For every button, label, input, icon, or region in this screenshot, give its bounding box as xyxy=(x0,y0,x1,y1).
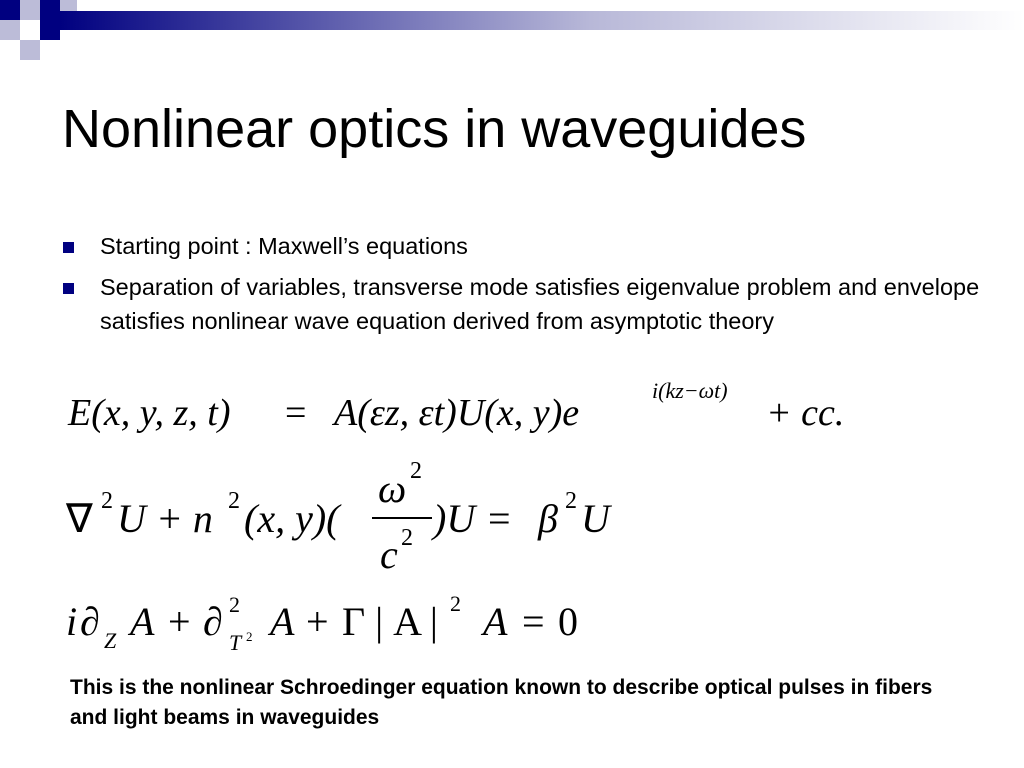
eq2-beta-exponent: 2 xyxy=(565,488,577,514)
eq3-zero: 0 xyxy=(558,599,578,644)
eq2-n-exponent: 2 xyxy=(228,488,240,514)
eq2-nabla-exponent: 2 xyxy=(101,488,113,514)
deco-square xyxy=(0,20,20,40)
nabla-symbol: ∇ xyxy=(66,496,93,541)
eq3-plus2: + xyxy=(306,599,329,644)
deco-square xyxy=(40,0,60,20)
eq2-denominator-exponent: 2 xyxy=(401,525,413,551)
header-gradient-bar xyxy=(60,11,1024,30)
eq3-a3: A xyxy=(483,599,508,644)
eq3-equals: = xyxy=(522,599,545,644)
equation-nls xyxy=(0,585,1024,665)
eq3-sup-2: 2 xyxy=(229,592,240,617)
eq2-numerator-exponent: 2 xyxy=(410,458,422,484)
eq2-middle: (x, y)( xyxy=(244,496,340,541)
eq2-u: U xyxy=(581,496,610,541)
bullet-square-icon xyxy=(63,283,74,294)
deco-square xyxy=(20,40,40,60)
eq3-sub-t-exponent: 2 xyxy=(246,629,253,644)
header-decoration xyxy=(0,0,1024,70)
eq3-partial-z: ∂ xyxy=(80,599,100,644)
bullet-square-icon xyxy=(63,242,74,253)
eq3-partial-t: ∂ xyxy=(203,599,223,644)
eq1-exponent: i(kz−ωt) xyxy=(652,378,728,403)
eq3-a2: A xyxy=(270,599,295,644)
deco-square xyxy=(0,0,20,20)
bullet-item xyxy=(62,229,1002,263)
slide-title: Nonlinear optics in waveguides xyxy=(62,99,807,159)
eq3-plus1: + xyxy=(168,599,191,644)
equation-field-decomposition xyxy=(0,372,1024,442)
deco-square xyxy=(20,20,40,40)
eq3-sub-z: Z xyxy=(104,628,117,653)
eq3-gamma-abs: Γ | A | xyxy=(342,599,438,644)
bullet-item xyxy=(62,270,1002,338)
deco-square xyxy=(60,0,77,11)
bullet-text: Starting point : Maxwell’s equations xyxy=(100,233,468,259)
eq2-equals: = xyxy=(488,496,511,541)
eq1-lhs: E(x, y, z, t) xyxy=(68,392,231,434)
eq3-i: i xyxy=(66,599,78,644)
deco-square xyxy=(20,0,40,20)
eq3-a1: A xyxy=(130,599,155,644)
bullet-list xyxy=(62,229,1002,338)
eq3-sub-t: T xyxy=(229,630,242,655)
eq2-u-plus-n: U + n xyxy=(117,496,213,541)
eq2-beta: β xyxy=(538,496,558,541)
eq1-tail: + cc. xyxy=(766,392,845,434)
nls-explanation-note: This is the nonlinear Schroedinger equation known to describe optical pulses in fibers and light beams in waveguides xyxy=(70,676,933,729)
deco-square xyxy=(40,20,60,40)
eq1-equals: = xyxy=(285,392,307,434)
eq1-rhs: A(εz, εt)U(x, y)e xyxy=(334,392,580,434)
eq2-numerator: ω xyxy=(378,466,407,511)
eq3-abs-exponent: 2 xyxy=(450,591,461,616)
eq2-close: )U xyxy=(433,496,476,541)
bullet-text: Separation of variables, transverse mode satisfies eigenvalue problem and envelope satisfies nonlinear wave equation derived from asymptotic theory xyxy=(100,274,980,334)
equation-eigenvalue xyxy=(0,450,1024,580)
eq2-denominator: c xyxy=(380,532,398,577)
